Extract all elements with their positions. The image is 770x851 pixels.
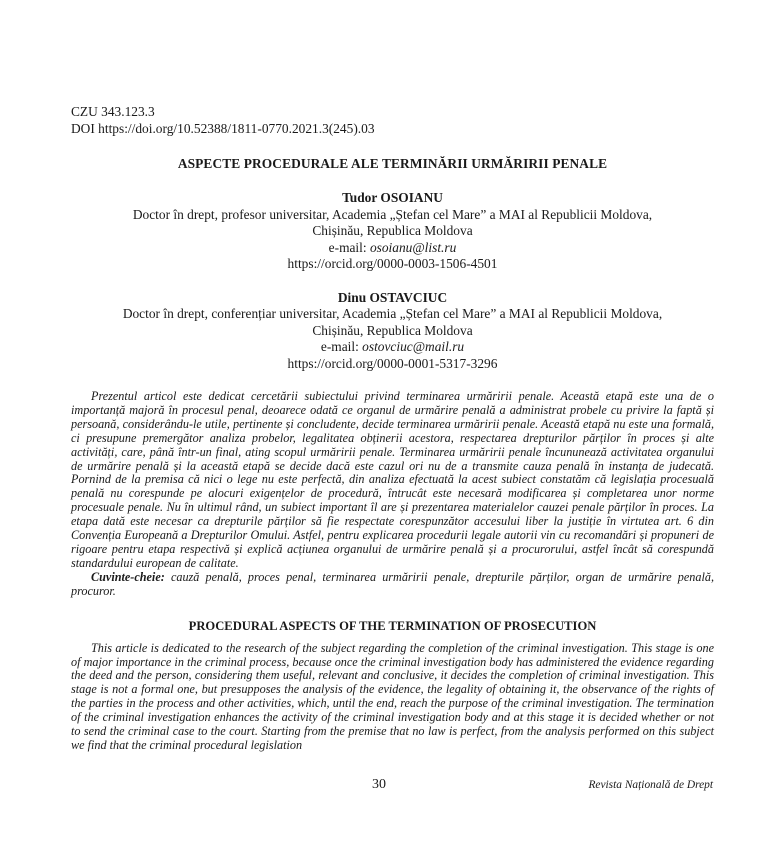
article-title-en: PROCEDURAL ASPECTS OF THE TERMINATION OF PROSECUTION <box>188 618 597 633</box>
keywords-text: cauză penală, proces penal, terminarea urmăririi penale, drepturile părților, organ de urmărire penală, procuror. <box>71 569 714 598</box>
author-location: Chișinău, Republica Moldova <box>312 322 473 338</box>
abstract-en <box>71 642 714 753</box>
article-title-ro: ASPECTE PROCEDURALE ALE TERMINĂRII URMĂRIRII PENALE <box>177 156 608 171</box>
author-name: Dinu OSTAVCIUC <box>337 289 448 305</box>
author-email-line <box>71 240 714 257</box>
abstract-ro <box>71 390 714 599</box>
author-orcid[interactable]: https://orcid.org/0000-0003-1506-4501 <box>287 256 498 271</box>
abstract-ro-text: Prezentul articol este dedicat cercetării subiectului privind terminarea urmăririi penale. Această etapă este una de o importanță majoră în procesul penal, deoarece odată ce organul de urmărire penală a administrat probele cu privire la faptă și persoană, considerându-le utile, pertinente și concludente, decide terminarea urmăririi penale. Această etapă nu este una formală, ci presupune premergător analiza probelor, legalitatea obținerii acestora, respectarea drepturilor părților în proces și alte activități, care, până într-un final, ating scopul urmăririi penale. Terminarea urmăririi penale încununează activitatea organului de urmărire penală și la această etapă se decide dacă este cazul ori nu de a transmite cauza penală în instanța de judecată. Pornind de la premisa că nici o lege nu este perfectă, din analiza efectuată la acest subiect constatăm că legislația procesuală penală nu corespunde pe alocuri exigențelor de procedură, întrucât este necesară modificarea și completarea unor norme procesuale penale. Nu în ultimul rând, un subiect important îl are și prezentarea materialelor cauzei penale părților în proces. La etapa dată este necesar ca drepturile părților să fie respectate corespunzător accesului liber la justiție în virtutea art. 6 din Convenția Europeană a Drepturilor Omului. Astfel, pentru explicarea procedurii legale autorii vin cu recomandări și propuneri de rigoare pentru etapa respectivă și explică acțiunea organului de urmărire penală și a procurorului, astfel încât să corespundă standardului european de calitate. <box>71 389 714 570</box>
author-name: Tudor OSOIANU <box>342 190 443 205</box>
email-label: e-mail: <box>320 339 363 354</box>
author-affiliation: Doctor în drept, conferențiar universitar, Academia „Ștefan cel Mare” a MAI al Republicii Moldova, <box>122 306 663 321</box>
doi-link[interactable]: DOI https://doi.org/10.52388/1811-0770.2021.3(245).03 <box>71 121 375 136</box>
author-block-2 <box>71 290 714 373</box>
author-email[interactable]: osoianu@list.ru <box>369 239 457 255</box>
author-email[interactable]: ostovciuc@mail.ru <box>362 339 465 354</box>
keywords-paragraph <box>71 571 714 599</box>
author-orcid[interactable]: https://orcid.org/0000-0001-5317-3296 <box>287 355 498 371</box>
author-affiliation: Doctor în drept, profesor universitar, Academia „Ștefan cel Mare” a MAI al Republicii Moldova, <box>132 206 653 222</box>
abstract-en-text: This article is dedicated to the research of the subject regarding the completion of the criminal investigation. This stage is one of major importance in the criminal process, because once the criminal investigation body has administered the evidence regarding the deed and the person, considering them useful, relevant and conclusive, it decides the completion of criminal investigation. This stage is not a formal one, but presupposes the analysis of the evidence, the legality of obtaining it, the observance of the rights of the parties in the process and other activities, which, until the end, reach the purpose of the criminal investigation. The termination of the criminal investigation enhances the activity of the criminal investigation body and at this stage it is decided whether or not to send the criminal case to the court. Starting from the premise that no law is perfect, from the analysis performed on this subject we find that the criminal procedural legislation <box>71 640 714 752</box>
page-number: 30 <box>372 777 386 792</box>
author-email-line <box>71 339 714 356</box>
article-page <box>71 103 714 753</box>
keywords-label: Cuvinte-cheie: <box>91 569 165 584</box>
author-block-1 <box>71 190 714 273</box>
journal-name: Revista Națională de Drept <box>588 779 713 791</box>
email-label: e-mail: <box>328 239 370 255</box>
czu-code: CZU 343.123.3 <box>71 104 155 119</box>
author-location: Chișinău, Republica Moldova <box>312 223 473 238</box>
